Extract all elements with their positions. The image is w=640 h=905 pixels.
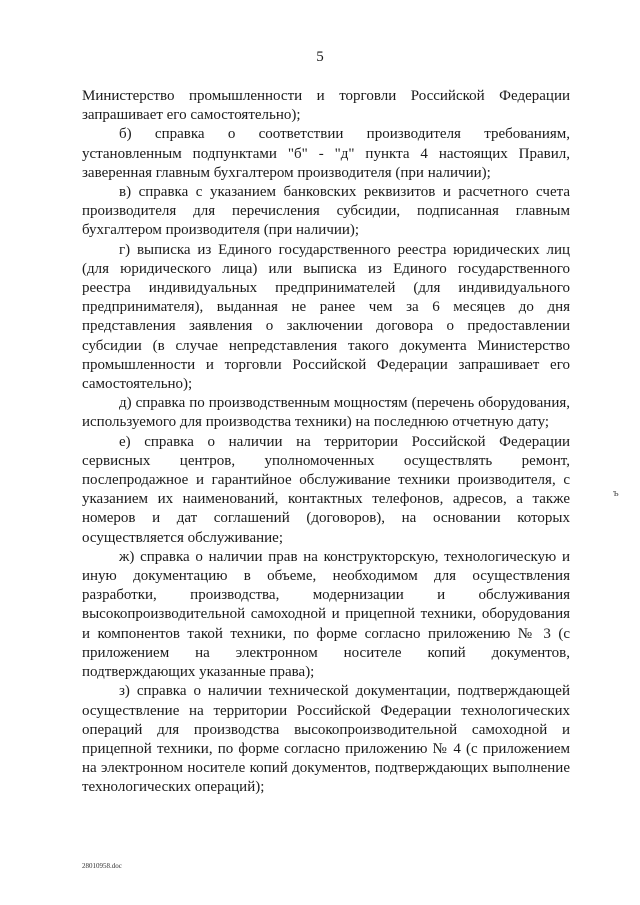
paragraph-item-zh: ж) справка о наличии прав на конструкторскую, технологическую и иную документацию в объеме, необходимом для осуществления разработки, производства, модернизации и обслуживания высокопроизводительной самоходной и прицепной техники, оборудования и компонентов такой техники, по форме согласно приложению № 3 (с приложением на электронном носителе копий документов, подтверждающих указанные права); xyxy=(82,548,570,681)
document-body xyxy=(82,87,570,798)
page-number: 5 xyxy=(316,49,324,65)
paragraph-item-b: б) справка о соответствии производителя требованиям, установленным подпунктами "б" - "д" пункта 4 настоящих Правил, заверенная главным бухгалтером производителя (при наличии); xyxy=(82,126,570,181)
margin-mark: ъ xyxy=(613,487,619,499)
paragraph-item-v: в) справка с указанием банковских реквизитов и расчетного счета производителя для перечисления субсидии, подписанная главным бухгалтером производителя (при наличии); xyxy=(82,184,570,239)
footer-filename: 28010958.doc xyxy=(82,862,122,870)
paragraph-item-z: з) справка о наличии технической документации, подтверждающей осуществление на территории Российской Федерации технологических операций для производства высокопроизводительной самоходной и прицепной техники, по форме согласно приложению № 4 (с приложением на электронном носителе копий документов, подтверждающих выполнение технологических операций); xyxy=(82,683,570,796)
paragraph-item-e: е) справка о наличии на территории Российской Федерации сервисных центров, уполномоченных осуществлять ремонт, послепродажное и гарантийное обслуживание техники производителя, с указанием их наименований, контактных телефонов, адресов, а также номеров и дат соглашений (договоров), на основании которых осуществляется обслуживание; xyxy=(82,433,570,546)
paragraph-item-d: д) справка по производственным мощностям (перечень оборудования, используемого для производства техники) на последнюю отчетную дату; xyxy=(82,395,570,431)
paragraph-continuation: Министерство промышленности и торговли Российской Федерации запрашивает его самостоятельно); xyxy=(82,88,570,124)
paragraph-item-g: г) выписка из Единого государственного реестра юридических лиц (для юридического лица) или выписка из Единого государственного реестра индивидуальных предпринимателей (для индивидуального предпринимателя), выданная не ранее чем за 6 месяцев до дня представления заявления о заключении договора о предоставлении субсидии (в случае непредставления такого документа Министерство промышленности и торговли Российской Федерации запрашивает его самостоятельно); xyxy=(82,241,570,393)
